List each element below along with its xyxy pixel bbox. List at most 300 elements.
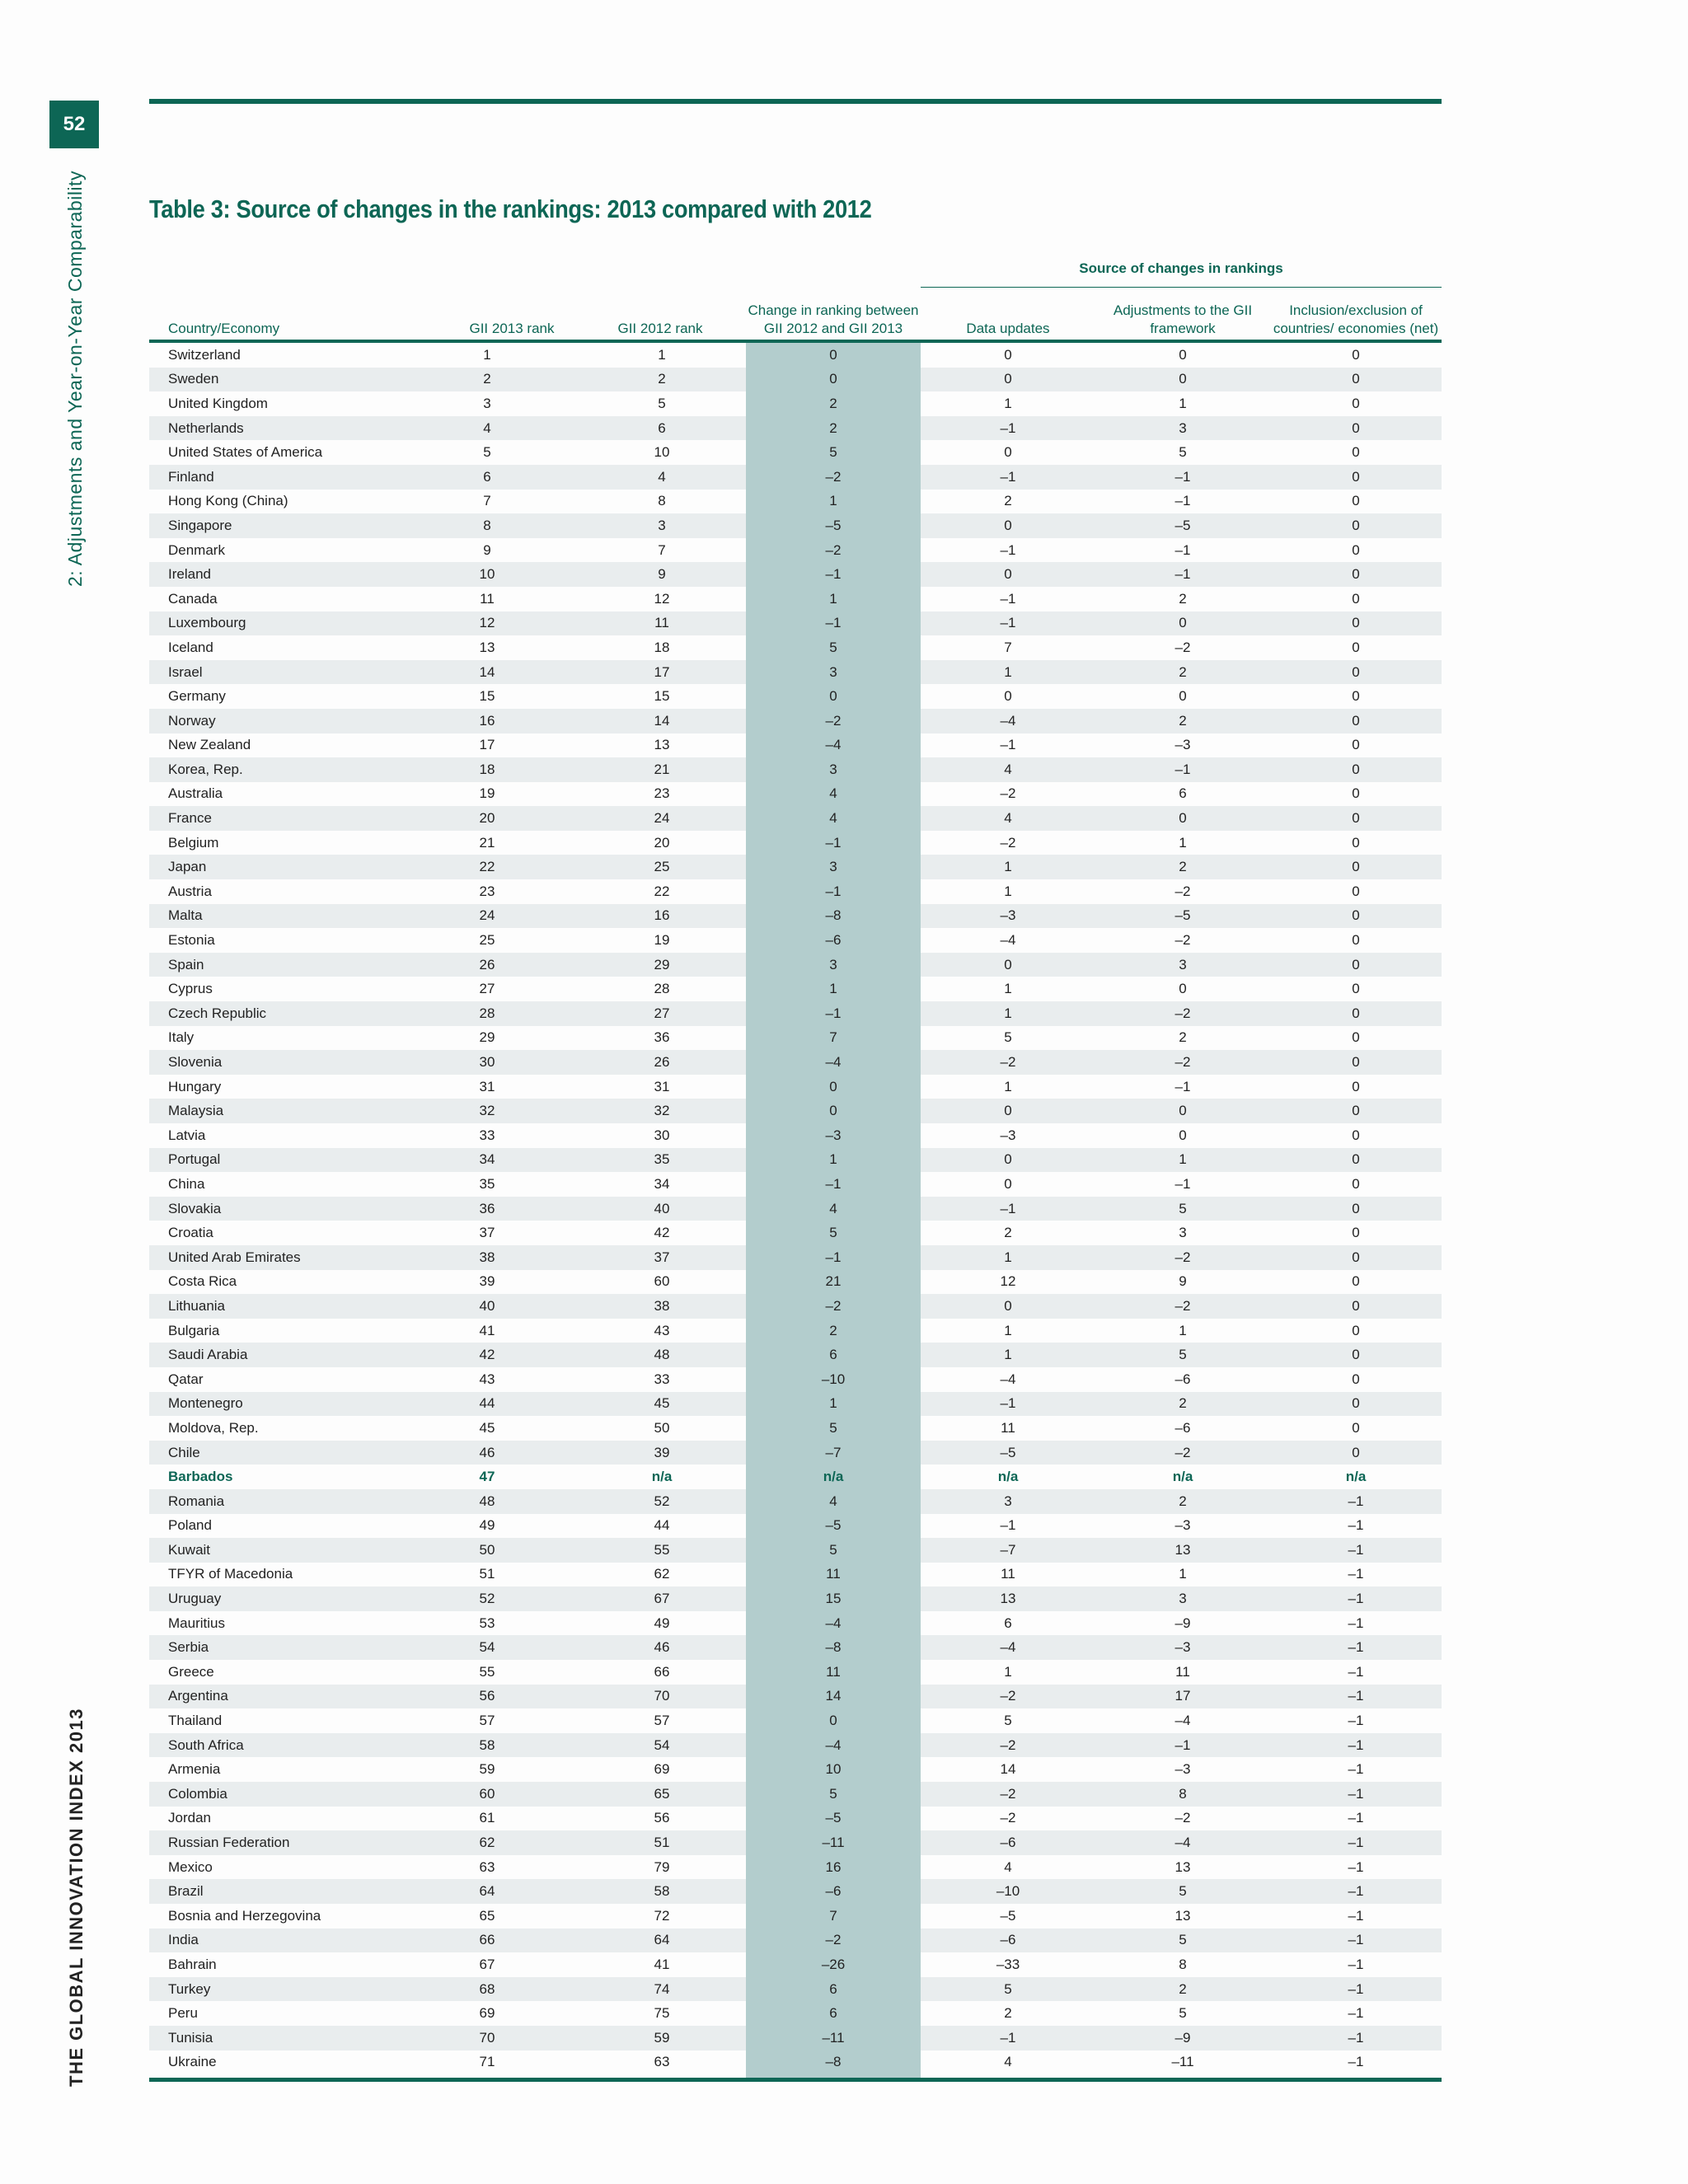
table-row — [149, 855, 1442, 879]
cell-data-updates: 1 — [921, 855, 1095, 879]
table-row — [149, 1123, 1442, 1148]
cell-country: Jordan — [168, 1810, 211, 1826]
table-row — [149, 1050, 1442, 1075]
cell-adjustments: –1 — [1175, 541, 1191, 558]
cell-change: 15 — [825, 1591, 842, 1607]
cell-change: –11 — [822, 2029, 845, 2046]
cell-inclusion: –1 — [1348, 1713, 1364, 1729]
cell-gii2013: 35 — [479, 1175, 495, 1192]
cell-data-updates: 0 — [1004, 1175, 1012, 1192]
cell-change: n/a — [823, 1469, 844, 1485]
cell-adjustments: –6 — [1175, 1419, 1191, 1436]
cell-country: Latvia — [168, 1127, 206, 1143]
table-row — [149, 684, 1442, 709]
cell-adjustments: 5 — [1095, 1197, 1270, 1221]
cell-gii2012: 51 — [578, 1830, 746, 1855]
cell-inclusion: –1 — [1270, 1489, 1442, 1514]
cell-change: 11 — [826, 1663, 841, 1680]
table-title: Table 3: Source of changes in the rankings: 2013 compared with 2012 — [149, 194, 872, 223]
cell-inclusion: 0 — [1270, 513, 1442, 538]
table-row — [149, 1392, 1442, 1417]
cell-inclusion: –1 — [1270, 1538, 1442, 1563]
table-row — [149, 587, 1442, 612]
cell-adjustments: 3 — [1095, 1586, 1270, 1611]
cell-gii2013: 7 — [483, 493, 491, 509]
cell-change: –2 — [825, 1297, 842, 1314]
cell-gii2013: 71 — [479, 2054, 495, 2070]
cell-change: 21 — [825, 1273, 842, 1290]
cell-gii2012: 32 — [578, 1099, 746, 1123]
table-row — [149, 1489, 1442, 1514]
cell-change: 6 — [829, 1347, 837, 1363]
cell-inclusion: 0 — [1270, 1343, 1442, 1367]
cell-data-updates: –1 — [921, 1392, 1095, 1417]
cell-inclusion: –1 — [1348, 1810, 1364, 1826]
cell-inclusion: 0 — [1270, 1392, 1442, 1417]
cell-country: Slovenia — [149, 1050, 396, 1075]
cell-gii2012: 57 — [654, 1713, 670, 1729]
table-row — [149, 513, 1442, 538]
cell-change: 0 — [829, 1103, 837, 1119]
table-row — [149, 733, 1442, 758]
cell-inclusion: –1 — [1270, 1977, 1442, 2002]
cell-country: Korea, Rep. — [149, 757, 396, 782]
cell-change: –5 — [825, 517, 842, 533]
cell-gii2012: 22 — [654, 883, 670, 899]
cell-change: –3 — [825, 1127, 842, 1143]
cell-country: Singapore — [149, 513, 396, 538]
cell-gii2013: 14 — [396, 660, 578, 685]
cell-gii2013: 60 — [396, 1782, 578, 1807]
cell-gii2012: 4 — [578, 465, 746, 490]
cell-gii2013: 8 — [396, 513, 578, 538]
cell-gii2012: 66 — [654, 1663, 670, 1680]
cell-data-updates: 7 — [1004, 639, 1012, 655]
cell-data-updates: –6 — [921, 1830, 1095, 1855]
cell-gii2012: 15 — [654, 688, 670, 705]
cell-data-updates: –1 — [921, 612, 1095, 636]
cell-gii2013: 59 — [479, 1761, 495, 1778]
cell-country: Uruguay — [149, 1586, 396, 1611]
cell-country: Sweden — [149, 368, 396, 392]
cell-data-updates: 1 — [1004, 395, 1012, 411]
cell-gii2012: 13 — [654, 737, 670, 753]
cell-change: 5 — [829, 1785, 837, 1802]
cell-inclusion: 0 — [1352, 639, 1360, 655]
cell-inclusion: 0 — [1270, 416, 1442, 441]
cell-gii2012: 24 — [578, 806, 746, 831]
cell-gii2013: 33 — [479, 1127, 495, 1143]
cell-gii2012: 42 — [654, 1225, 670, 1241]
cell-data-updates: –4 — [1000, 932, 1016, 949]
cell-change: 5 — [829, 639, 837, 655]
cell-gii2012: 49 — [654, 1615, 670, 1631]
cell-gii2012: 69 — [654, 1761, 670, 1778]
cell-country: Belgium — [168, 834, 219, 851]
cell-country: Spain — [149, 953, 396, 977]
cell-country: Ukraine — [168, 2054, 217, 2070]
cell-gii2012: 12 — [654, 590, 670, 607]
cell-country: Serbia — [149, 1635, 396, 1660]
table-row — [149, 1465, 1442, 1489]
cell-data-updates: 14 — [1000, 1761, 1016, 1778]
cell-change: 1 — [829, 590, 837, 607]
cell-change: –5 — [825, 1517, 842, 1534]
cell-adjustments: 0 — [1095, 806, 1270, 831]
cell-inclusion: 0 — [1270, 368, 1442, 392]
cell-country: Italy — [168, 1029, 195, 1046]
table-row — [149, 368, 1442, 392]
cell-gii2012: 37 — [578, 1245, 746, 1270]
cell-gii2012: 34 — [654, 1175, 670, 1192]
cell-adjustments: –3 — [1175, 1517, 1191, 1534]
cell-gii2013: 34 — [396, 1148, 578, 1173]
table-row — [149, 416, 1442, 441]
cell-gii2012: 20 — [654, 834, 670, 851]
cell-data-updates: 1 — [1004, 981, 1012, 997]
cell-data-updates: –3 — [1000, 1127, 1016, 1143]
cell-inclusion: –1 — [1348, 1907, 1364, 1924]
cell-inclusion: 0 — [1352, 785, 1360, 802]
cell-inclusion: 0 — [1352, 590, 1360, 607]
table-row — [149, 1807, 1442, 1831]
cell-change: 3 — [829, 663, 837, 680]
table-row — [149, 660, 1442, 685]
table-row — [149, 977, 1442, 1001]
cell-adjustments: –2 — [1175, 639, 1191, 655]
cell-gii2013: 19 — [479, 785, 495, 802]
table-row — [149, 465, 1442, 490]
cell-data-updates: –1 — [1000, 1517, 1016, 1534]
cell-country: TFYR of Macedonia — [168, 1566, 293, 1582]
cell-gii2013: 36 — [396, 1197, 578, 1221]
cell-gii2013: 30 — [396, 1050, 578, 1075]
cell-adjustments: 1 — [1179, 834, 1187, 851]
cell-adjustments: 13 — [1175, 1858, 1191, 1875]
cell-data-updates: –5 — [921, 1441, 1095, 1465]
cell-data-updates: 1 — [921, 1245, 1095, 1270]
cell-gii2012: n/a — [651, 1469, 673, 1485]
cell-gii2013: 15 — [479, 688, 495, 705]
cell-change: 2 — [829, 395, 837, 411]
cell-data-updates: –4 — [921, 1635, 1095, 1660]
cell-data-updates: 5 — [1004, 1029, 1012, 1046]
table-row — [149, 440, 1442, 465]
cell-country: Portugal — [149, 1148, 396, 1173]
page-number: 52 — [49, 101, 99, 148]
cell-gii2012: 74 — [578, 1977, 746, 2002]
cell-inclusion: 0 — [1352, 1078, 1360, 1094]
cell-change: 3 — [829, 956, 837, 972]
cell-inclusion: –1 — [1270, 1929, 1442, 1953]
cell-country: Russian Federation — [149, 1830, 396, 1855]
cell-adjustments: 0 — [1179, 688, 1187, 705]
cell-gii2013: 13 — [479, 639, 495, 655]
table-row — [149, 1586, 1442, 1611]
col-header-adjustments: Adjustments to the GII framework — [1113, 302, 1253, 336]
cell-gii2012: 63 — [654, 2054, 670, 2070]
cell-gii2013: 69 — [479, 2005, 495, 2022]
cell-gii2012: 11 — [578, 612, 746, 636]
cell-data-updates: –2 — [921, 1050, 1095, 1075]
cell-adjustments: –2 — [1095, 1050, 1270, 1075]
table-row — [149, 1001, 1442, 1026]
cell-gii2013: 50 — [396, 1538, 578, 1563]
cell-data-updates: 4 — [1004, 1858, 1012, 1875]
cell-data-updates: 0 — [921, 1099, 1095, 1123]
cell-country: Switzerland — [168, 346, 241, 363]
cell-data-updates: –7 — [921, 1538, 1095, 1563]
cell-adjustments: –2 — [1175, 932, 1191, 949]
cell-gii2013: 27 — [479, 981, 495, 997]
cell-gii2012: 72 — [654, 1907, 670, 1924]
cell-inclusion: 0 — [1270, 757, 1442, 782]
cell-data-updates: –2 — [1000, 834, 1016, 851]
cell-adjustments: –9 — [1095, 2026, 1270, 2050]
cell-inclusion: 0 — [1270, 465, 1442, 490]
cell-country: China — [168, 1175, 205, 1192]
cell-inclusion: –1 — [1348, 1858, 1364, 1875]
cell-country: Brazil — [149, 1879, 396, 1904]
cell-country: Tunisia — [149, 2026, 396, 2050]
cell-adjustments: 17 — [1095, 1685, 1270, 1709]
table-row — [149, 343, 1442, 368]
cell-adjustments: –2 — [1095, 1294, 1270, 1319]
cell-adjustments: –3 — [1175, 1761, 1191, 1778]
table-row — [149, 1099, 1442, 1123]
cell-country: Mexico — [168, 1858, 213, 1875]
cell-adjustments: 0 — [1179, 1127, 1187, 1143]
cell-adjustments: 2 — [1095, 855, 1270, 879]
cell-adjustments: –1 — [1095, 1733, 1270, 1758]
cell-data-updates: 12 — [1000, 1273, 1016, 1290]
cell-adjustments: –4 — [1175, 1713, 1191, 1729]
cell-adjustments: –2 — [1095, 1245, 1270, 1270]
cell-country: Armenia — [168, 1761, 221, 1778]
cell-gii2013: 64 — [396, 1879, 578, 1904]
table-row — [149, 1197, 1442, 1221]
cell-inclusion: 0 — [1270, 1148, 1442, 1173]
cell-gii2012: 35 — [578, 1148, 746, 1173]
cell-gii2013: 12 — [396, 612, 578, 636]
table-row — [149, 2050, 1442, 2075]
table-row — [149, 1319, 1442, 1343]
cell-change: –2 — [825, 541, 842, 558]
cell-gii2012: 59 — [578, 2026, 746, 2050]
cell-change: 7 — [829, 1029, 837, 1046]
cell-gii2012: 19 — [654, 932, 670, 949]
cell-inclusion: 0 — [1270, 855, 1442, 879]
table-row — [149, 1635, 1442, 1660]
cell-inclusion: 0 — [1352, 346, 1360, 363]
cell-gii2013: 54 — [396, 1635, 578, 1660]
cell-gii2012: 1 — [658, 346, 666, 363]
cell-change: –8 — [825, 1639, 842, 1656]
cell-gii2013: 57 — [479, 1713, 495, 1729]
cell-inclusion: 0 — [1270, 1197, 1442, 1221]
cell-change: 7 — [829, 1907, 837, 1924]
rankings-table — [149, 247, 1442, 2085]
cell-inclusion: –1 — [1348, 1615, 1364, 1631]
cell-country: Cyprus — [168, 981, 213, 997]
cell-gii2012: 50 — [654, 1419, 670, 1436]
cell-country: Bosnia and Herzegovina — [168, 1907, 321, 1924]
cell-gii2012: 26 — [578, 1050, 746, 1075]
cell-change: –1 — [825, 615, 842, 631]
cell-change: –11 — [822, 1835, 845, 1851]
table-row — [149, 1830, 1442, 1855]
table-row — [149, 562, 1442, 587]
cell-adjustments: –1 — [1175, 1078, 1191, 1094]
cell-country: New Zealand — [168, 737, 251, 753]
cell-gii2013: 56 — [396, 1685, 578, 1709]
cell-change: 5 — [829, 1419, 837, 1436]
table-row — [149, 1441, 1442, 1465]
cell-change: –4 — [825, 737, 842, 753]
cell-gii2012: 56 — [654, 1810, 670, 1826]
cell-adjustments: 2 — [1095, 1392, 1270, 1417]
cell-inclusion: –1 — [1270, 1733, 1442, 1758]
cell-adjustments: –2 — [1095, 1441, 1270, 1465]
cell-country: Slovakia — [149, 1197, 396, 1221]
cell-country: Lithuania — [149, 1294, 396, 1319]
cell-gii2013: 21 — [479, 834, 495, 851]
cell-adjustments: –11 — [1171, 2054, 1194, 2070]
cell-inclusion: 0 — [1352, 883, 1360, 899]
cell-inclusion: 0 — [1270, 709, 1442, 733]
table-row — [149, 1757, 1442, 1782]
col-header-country: Country/Economy — [168, 321, 280, 336]
cell-change: –1 — [825, 1005, 842, 1021]
table-row — [149, 1733, 1442, 1758]
cell-gii2012: 29 — [578, 953, 746, 977]
cell-change: –8 — [825, 907, 842, 924]
cell-gii2013: 4 — [396, 416, 578, 441]
cell-data-updates: 0 — [921, 368, 1095, 392]
cell-data-updates: 2 — [1004, 493, 1012, 509]
cell-gii2012: 9 — [578, 562, 746, 587]
cell-change: 0 — [829, 371, 837, 387]
cell-inclusion: 0 — [1352, 834, 1360, 851]
cell-adjustments: –3 — [1095, 1635, 1270, 1660]
cell-change: 6 — [829, 1980, 837, 1997]
table-row — [149, 904, 1442, 929]
cell-gii2013: 20 — [396, 806, 578, 831]
cell-country: Japan — [149, 855, 396, 879]
cell-gii2012: 14 — [578, 709, 746, 733]
cell-gii2012: 25 — [578, 855, 746, 879]
cell-adjustments: –5 — [1095, 904, 1270, 929]
cell-data-updates: –3 — [921, 904, 1095, 929]
table-row — [149, 1245, 1442, 1270]
cell-adjustments: 0 — [1179, 346, 1187, 363]
table-row — [149, 806, 1442, 831]
table-row — [149, 1685, 1442, 1709]
cell-data-updates: 0 — [921, 1294, 1095, 1319]
cell-inclusion: –1 — [1270, 1879, 1442, 1904]
cell-adjustments: 3 — [1095, 416, 1270, 441]
cell-change: 6 — [829, 2005, 837, 2022]
cell-country: Hungary — [168, 1078, 222, 1094]
table-row — [149, 612, 1442, 636]
cell-inclusion: 0 — [1352, 493, 1360, 509]
cell-data-updates: –1 — [921, 1197, 1095, 1221]
cell-country: Iceland — [168, 639, 213, 655]
cell-country: France — [149, 806, 396, 831]
cell-gii2012: 27 — [578, 1001, 746, 1026]
cell-data-updates: 0 — [921, 513, 1095, 538]
cell-change: –1 — [825, 883, 842, 899]
group-rule — [921, 287, 1442, 288]
cell-change: 2 — [829, 419, 837, 436]
cell-adjustments: 6 — [1179, 785, 1187, 802]
table-row — [149, 1782, 1442, 1807]
cell-gii2013: 61 — [479, 1810, 495, 1826]
cell-adjustments: 13 — [1095, 1538, 1270, 1563]
cell-change: –1 — [825, 1175, 842, 1192]
cell-gii2012: 39 — [578, 1441, 746, 1465]
cell-data-updates: –1 — [1000, 737, 1016, 753]
cell-change: 1 — [829, 981, 837, 997]
cell-change: 4 — [829, 1493, 837, 1509]
cell-gii2012: 79 — [654, 1858, 670, 1875]
cell-gii2013: 39 — [479, 1273, 495, 1290]
cell-country: Estonia — [168, 932, 215, 949]
cell-adjustments: 5 — [1179, 2005, 1187, 2022]
cell-gii2012: 45 — [578, 1392, 746, 1417]
cell-country: Finland — [149, 465, 396, 490]
cell-adjustments: –1 — [1095, 757, 1270, 782]
cell-inclusion: –1 — [1270, 1635, 1442, 1660]
cell-change: 3 — [829, 761, 837, 777]
cell-country: Romania — [149, 1489, 396, 1514]
table-row — [149, 538, 1442, 563]
cell-inclusion: 0 — [1352, 444, 1360, 461]
table-row — [149, 1929, 1442, 1953]
chapter-label: 2: Adjustments and Year-on-Year Comparability — [64, 171, 86, 587]
cell-country: Poland — [168, 1517, 212, 1534]
cell-adjustments: 8 — [1095, 1782, 1270, 1807]
table-row — [149, 1367, 1442, 1392]
cell-adjustments: 0 — [1095, 612, 1270, 636]
cell-country: Montenegro — [149, 1392, 396, 1417]
cell-data-updates: 1 — [1004, 883, 1012, 899]
cell-gii2013: 24 — [396, 904, 578, 929]
cell-gii2012: 70 — [578, 1685, 746, 1709]
cell-change: 2 — [829, 1322, 837, 1338]
cell-change: 16 — [825, 1858, 842, 1875]
cell-data-updates: –2 — [1000, 785, 1016, 802]
cell-country: Mauritius — [168, 1615, 225, 1631]
cell-inclusion: 0 — [1352, 1419, 1360, 1436]
cell-gii2013: 23 — [479, 883, 495, 899]
table-row — [149, 1708, 1442, 1733]
cell-inclusion: –1 — [1348, 1517, 1364, 1534]
cell-gii2013: 52 — [396, 1586, 578, 1611]
cell-data-updates: –2 — [1000, 1810, 1016, 1826]
cell-inclusion: 0 — [1270, 1001, 1442, 1026]
table-row — [149, 635, 1442, 660]
cell-data-updates: 0 — [921, 562, 1095, 587]
table-row — [149, 2001, 1442, 2026]
cell-gii2013: 46 — [396, 1441, 578, 1465]
cell-change: 10 — [825, 1761, 842, 1778]
cell-country: Saudi Arabia — [149, 1343, 396, 1367]
cell-gii2013: 6 — [396, 465, 578, 490]
cell-change: 4 — [829, 1200, 837, 1216]
cell-gii2013: 25 — [479, 932, 495, 949]
cell-data-updates: 3 — [921, 1489, 1095, 1514]
